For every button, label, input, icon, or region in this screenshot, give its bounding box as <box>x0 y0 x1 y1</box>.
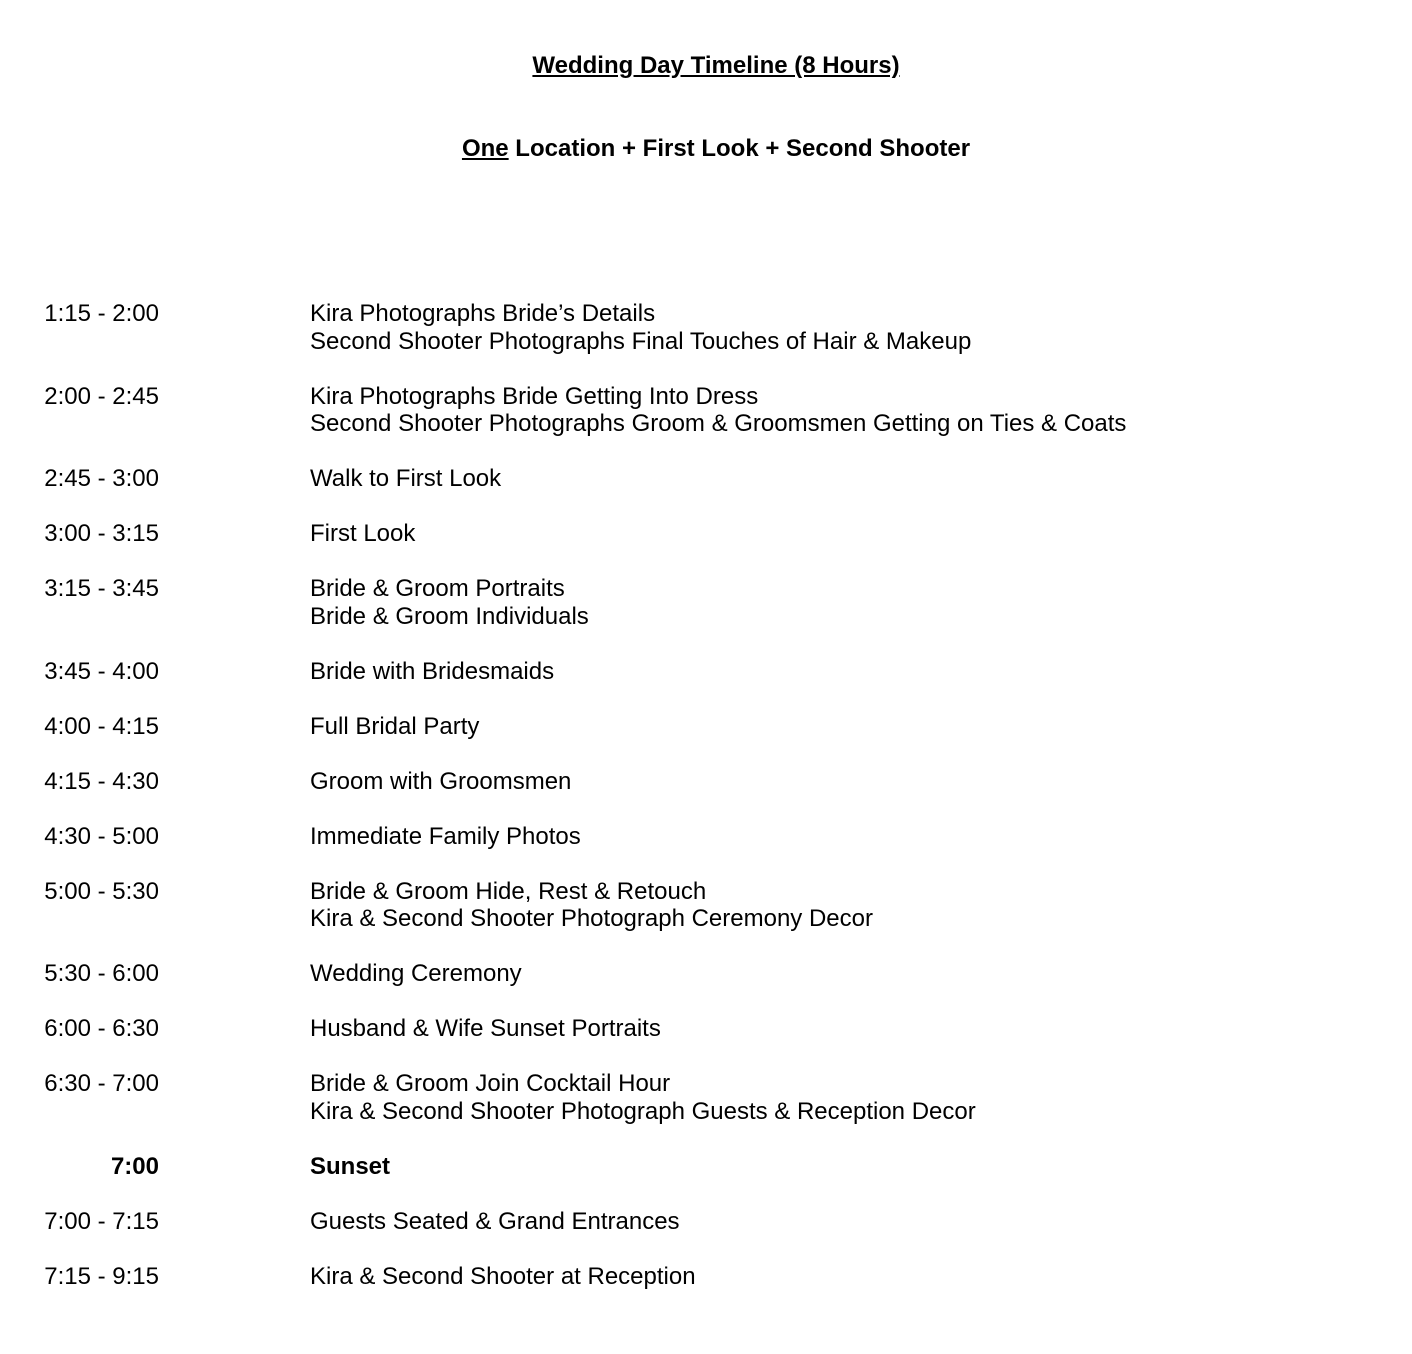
timeline-row <box>0 1015 1412 1043</box>
timeline-description <box>310 768 571 796</box>
timeline-line: First Look <box>310 520 416 547</box>
timeline-line: Kira & Second Shooter at Reception <box>310 1262 696 1290</box>
timeline-line: Kira Photographs Bride’s Details <box>310 300 656 327</box>
timeline-line: Kira & Second Shooter Photograph Guests & Reception Decor <box>310 1097 976 1125</box>
timeline-row <box>0 383 1412 438</box>
timeline-description <box>310 658 554 686</box>
timeline-line: Second Shooter Photographs Groom & Groomsmen Getting on Ties & Coats <box>310 410 1127 437</box>
timeline-time: 3:00 - 3:15 <box>44 520 159 547</box>
timeline-time: 4:30 - 5:00 <box>44 822 159 850</box>
timeline-time: 5:30 - 6:00 <box>44 960 159 987</box>
timeline-time: 7:15 - 9:15 <box>44 1262 159 1290</box>
timeline-line: Bride & Groom Hide, Rest & Retouch <box>310 877 707 905</box>
timeline-line: Kira Photographs Bride Getting Into Dress <box>310 382 759 410</box>
timeline-description <box>310 713 479 741</box>
timeline-time: 2:45 - 3:00 <box>44 465 159 492</box>
timeline-description <box>310 465 501 493</box>
timeline-time: 5:00 - 5:30 <box>44 877 159 905</box>
timeline-description <box>310 575 589 630</box>
timeline-description <box>310 823 581 851</box>
timeline-line: Walk to First Look <box>310 465 502 492</box>
timeline-description <box>310 1015 661 1043</box>
timeline-row <box>0 465 1412 493</box>
timeline-time: 6:30 - 7:00 <box>44 1070 159 1097</box>
timeline-time: 4:00 - 4:15 <box>44 712 159 740</box>
timeline-line: Second Shooter Photographs Final Touches of Hair & Makeup <box>310 327 972 355</box>
timeline-line: Immediate Family Photos <box>310 822 581 850</box>
timeline-row-sunset <box>0 1153 1412 1181</box>
timeline-row <box>0 878 1412 933</box>
document-subtitle <box>0 135 1412 163</box>
timeline-row <box>0 768 1412 796</box>
timeline-line: Kira & Second Shooter Photograph Ceremony Decor <box>310 905 873 932</box>
timeline-time: 7:00 <box>110 1152 159 1180</box>
timeline-description <box>310 878 873 933</box>
timeline-description <box>310 1070 976 1125</box>
timeline-description <box>310 383 1126 438</box>
timeline-list <box>0 300 1412 1318</box>
timeline-description <box>310 1263 696 1291</box>
timeline-row <box>0 823 1412 851</box>
timeline-line: Husband & Wife Sunset Portraits <box>310 1015 661 1042</box>
timeline-line: Guests Seated & Grand Entrances <box>310 1207 680 1235</box>
timeline-line: Full Bridal Party <box>310 712 480 740</box>
timeline-row <box>0 658 1412 686</box>
document-title: Wedding Day Timeline (8 Hours) <box>532 52 900 79</box>
timeline-row <box>0 1263 1412 1291</box>
timeline-row <box>0 1070 1412 1125</box>
timeline-time: 7:00 - 7:15 <box>44 1207 159 1235</box>
timeline-row <box>0 960 1412 988</box>
timeline-line: Wedding Ceremony <box>310 960 522 987</box>
timeline-time: 2:00 - 2:45 <box>44 382 159 410</box>
timeline-description <box>310 1208 680 1236</box>
timeline-time: 1:15 - 2:00 <box>44 300 159 327</box>
timeline-time: 3:45 - 4:00 <box>44 657 159 685</box>
timeline-line: Bride with Bridesmaids <box>310 657 555 685</box>
timeline-description <box>310 960 522 988</box>
timeline-line: Sunset <box>310 1152 391 1180</box>
timeline-description <box>310 520 415 548</box>
timeline-line: Bride & Groom Individuals <box>310 602 589 630</box>
timeline-time: 4:15 - 4:30 <box>44 767 159 795</box>
subtitle-rest: Location + First Look + Second Shooter <box>508 135 971 162</box>
timeline-time: 3:15 - 3:45 <box>44 575 159 602</box>
timeline-row <box>0 520 1412 548</box>
timeline-line: Groom with Groomsmen <box>310 767 572 795</box>
timeline-row <box>0 575 1412 630</box>
timeline-row <box>0 713 1412 741</box>
timeline-line: Bride & Groom Join Cocktail Hour <box>310 1070 671 1097</box>
timeline-description <box>310 300 971 355</box>
subtitle-emphasis: One <box>461 135 509 162</box>
timeline-line: Bride & Groom Portraits <box>310 575 565 602</box>
timeline-description <box>310 1153 390 1181</box>
timeline-time: 6:00 - 6:30 <box>44 1015 159 1042</box>
timeline-row <box>0 300 1412 355</box>
timeline-row <box>0 1208 1412 1236</box>
